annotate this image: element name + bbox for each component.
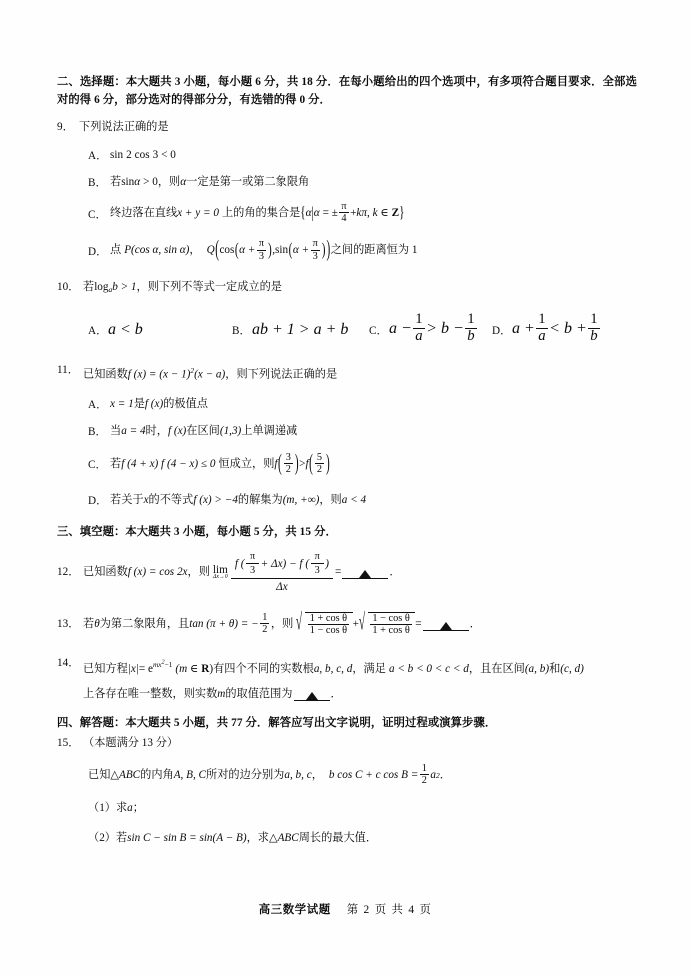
part1-label: （1）求 xyxy=(88,801,128,814)
fraction-denominator: 1 − cos θ xyxy=(309,625,348,637)
cos-arg: 3 xyxy=(152,149,159,161)
option-letter: A． xyxy=(88,398,108,411)
option-letter: A． xyxy=(88,324,108,337)
fraction-numerator: 1 + cos θ xyxy=(309,612,348,624)
question-9-stem: 下列说法正确的是 xyxy=(79,121,169,133)
question-9-option-a[interactable] xyxy=(57,147,637,163)
abs-x: |x| xyxy=(127,663,139,676)
roots-list: a, b, c, d xyxy=(313,663,353,676)
q11-tail: 则下列说法正确的是 xyxy=(236,368,338,381)
five-over-two xyxy=(315,452,324,475)
question-9-option-c[interactable] xyxy=(57,202,637,225)
real-set-symbol: R xyxy=(201,663,210,676)
interval-cd: (c, d) xyxy=(560,663,584,676)
section-four-heading: 四、解答题：本大题共 5 小题，共 77 分．解答应写出文字说明，证明过程或演算步骤． xyxy=(57,717,497,730)
a-condition: a < 4 xyxy=(341,494,367,507)
comma: ， xyxy=(225,368,237,381)
q14-mid: 有四个不同的实数根 xyxy=(213,663,314,676)
question-11 xyxy=(57,362,637,384)
question-10-option-c[interactable] xyxy=(369,313,492,346)
option-content: a < b xyxy=(108,320,143,338)
page-footer xyxy=(0,901,691,917)
sin-fn: sin xyxy=(121,176,135,188)
option-letter: D． xyxy=(88,245,108,258)
question-11-option-d[interactable] xyxy=(57,492,637,508)
line-equation: x + y = 0 xyxy=(177,207,219,220)
solution-set: (m, +∞) xyxy=(282,494,320,507)
fraction-denominator: b xyxy=(590,328,598,344)
fraction-denominator: a xyxy=(538,328,546,344)
q-cos-fn: cos xyxy=(219,244,235,257)
set-bar: | xyxy=(311,204,314,222)
option-letter: B． xyxy=(232,324,251,337)
q15-mid2: 所对的边分别为 xyxy=(206,768,285,781)
law-of-projection-equation: b cos C + c cos B = xyxy=(328,768,419,781)
question-11-stem xyxy=(83,362,637,384)
opt-d-mid3: 则 xyxy=(330,494,342,507)
fraction-denominator: 4 xyxy=(341,213,347,225)
question-9-option-d[interactable] xyxy=(57,239,637,262)
triangle-abc: △ABC xyxy=(110,768,141,781)
fraction-denominator: 3 xyxy=(312,250,318,262)
fraction-numerator: 1 xyxy=(421,762,427,774)
question-15-statement xyxy=(57,764,637,787)
set-plus: + xyxy=(350,207,357,220)
d-lhs: a + xyxy=(512,320,535,338)
question-15-number: 15． xyxy=(57,736,80,749)
plus-sign: + xyxy=(352,617,359,630)
fraction-numerator: π xyxy=(311,551,324,564)
radicand xyxy=(305,612,352,637)
period: ． xyxy=(389,566,401,579)
fraction-numerator: π xyxy=(312,238,318,250)
alpha-var: α xyxy=(134,176,141,188)
opt-c-mid: 上的角的集合是 xyxy=(221,207,301,220)
comma: ， xyxy=(270,617,283,630)
q-sin-alpha: α + xyxy=(292,244,310,257)
three-over-two xyxy=(284,452,293,475)
question-14 xyxy=(57,655,637,678)
paren-open-big: ( xyxy=(278,451,282,477)
opt-b-mid: 则 xyxy=(169,176,181,188)
question-15 xyxy=(57,735,637,752)
fraction-denominator: 2 xyxy=(285,464,291,476)
opt-b-pre: 若 xyxy=(110,176,122,188)
fraction-denominator: 2 xyxy=(316,464,322,476)
question-14-body xyxy=(83,655,637,678)
question-12 xyxy=(57,552,637,594)
point-p-label: P xyxy=(124,244,132,257)
part2-mid: 求 xyxy=(257,831,269,844)
opt-b-tail: 上单调递减 xyxy=(241,424,298,437)
opt-a-mid: 是 xyxy=(133,397,145,410)
fraction-denominator: b xyxy=(467,328,475,344)
option-letter: D． xyxy=(88,495,108,508)
pi-over-three-2 xyxy=(311,551,324,576)
option-letter: A． xyxy=(88,150,108,162)
paren-open-big: ( xyxy=(215,238,219,263)
question-9-option-b[interactable] xyxy=(57,174,637,190)
fraction-denominator: a xyxy=(415,328,423,344)
pi-over-three-1 xyxy=(246,551,259,576)
q14-mid2: 且在区间 xyxy=(480,663,525,676)
integer-set-symbol: Z xyxy=(391,207,400,220)
option-content xyxy=(110,396,208,412)
relation: < 0 xyxy=(161,149,176,161)
theta-var: θ xyxy=(94,617,100,630)
blank-rule xyxy=(342,578,388,579)
q12-pre: 已知函数 xyxy=(83,566,128,579)
num-end: ) xyxy=(325,557,329,570)
radical-fraction-1 xyxy=(308,613,349,636)
blank-rule xyxy=(294,700,330,701)
question-10-option-d[interactable] xyxy=(492,313,601,346)
x-var: x xyxy=(143,494,149,507)
one-over-b xyxy=(465,312,476,345)
root-ordering: a < b < 0 < c < d xyxy=(388,663,469,676)
question-10 xyxy=(57,279,637,298)
set-k-term: kπ, k ∈ xyxy=(356,207,389,220)
question-11-option-c[interactable] xyxy=(57,453,637,476)
q-sin-fn: sin xyxy=(275,244,289,257)
exp-minus-one: −1 xyxy=(164,660,173,670)
set-var-2: α xyxy=(313,207,320,220)
exponent: 2 xyxy=(190,366,195,376)
function-f-1: f xyxy=(274,457,278,470)
radical-fraction-2 xyxy=(370,613,411,636)
question-12-body xyxy=(83,552,637,594)
fraction-numerator: 5 xyxy=(316,451,322,463)
question-14-number: 14． xyxy=(57,656,80,669)
fraction-denominator: 3 xyxy=(314,564,320,576)
relation: > xyxy=(299,457,306,470)
log-fn: log xyxy=(94,281,109,294)
fraction-numerator: π xyxy=(258,238,265,250)
part2-pre: （2）若 xyxy=(88,831,128,844)
question-13 xyxy=(57,612,637,637)
relation: > 0 xyxy=(143,176,158,188)
option-content xyxy=(512,313,601,346)
exam-content xyxy=(57,74,637,847)
m-var: m xyxy=(217,688,226,701)
option-letter: D． xyxy=(492,324,512,337)
opt-b-tail: 一定是第一或第二象限角 xyxy=(186,176,310,188)
comma: ， xyxy=(319,494,331,507)
one-over-a xyxy=(536,312,547,345)
opt-b-mid2: 在区间 xyxy=(186,424,220,437)
q13-mid: 为第二象限角，且 xyxy=(99,617,190,630)
inequality: f (x) > −4 xyxy=(193,494,238,507)
one-over-two xyxy=(260,612,269,635)
fraction-numerator: 3 xyxy=(285,451,291,463)
paren-open-big-2: ( xyxy=(309,451,313,477)
pi-over-four xyxy=(339,201,348,224)
opt-b-lead: 当 xyxy=(110,424,122,437)
q14-line2-mid: 的取值范围为 xyxy=(225,688,293,701)
opt-d-pre: 点 xyxy=(110,244,122,257)
opt-d-mid2: 的解集为 xyxy=(237,494,283,507)
function-def: f (x) = (x − 1) xyxy=(127,368,191,381)
comma: ， xyxy=(311,768,323,781)
one-over-b xyxy=(588,312,599,345)
one-over-a xyxy=(413,312,424,345)
alpha-var-2: α xyxy=(180,176,187,188)
triangle-icon xyxy=(440,622,452,630)
equals-sign: = xyxy=(335,566,342,579)
fraction-denominator: 1 + cos θ xyxy=(372,625,410,637)
fraction-denominator: 3 xyxy=(249,564,256,576)
sin-arg: 2 xyxy=(126,149,132,161)
question-13-body xyxy=(83,612,637,637)
footer-page-number: 第 2 页 共 4 页 xyxy=(346,904,433,916)
function-def-rest: (x − a) xyxy=(194,368,226,381)
question-14-line-2 xyxy=(57,686,637,703)
answer-blank[interactable] xyxy=(342,566,388,579)
num-f1: f ( xyxy=(234,557,245,570)
question-10-option-b[interactable] xyxy=(232,321,369,339)
set-close-brace: } xyxy=(399,204,405,222)
option-content xyxy=(110,492,366,508)
difference-quotient xyxy=(231,552,333,594)
fraction-numerator: 1 xyxy=(415,311,423,328)
comma: ， xyxy=(157,176,170,188)
paren-open-mid-2: ( xyxy=(288,240,293,261)
answer-blank[interactable] xyxy=(423,618,469,631)
sine-identity: sin C − sin B = sin xyxy=(127,831,213,844)
sine-argument: (A − B) xyxy=(212,831,247,844)
q12-then: 则 xyxy=(198,566,210,579)
point-p-coords: (cos α, sin α) xyxy=(131,244,190,257)
a-term: a xyxy=(430,768,437,781)
question-11-option-b[interactable] xyxy=(57,423,637,439)
comma: ， xyxy=(187,566,199,579)
m-real-open: (m ∈ xyxy=(175,663,199,676)
comma: ， xyxy=(189,244,201,257)
q14-cond-pre: 满足 xyxy=(363,663,386,676)
question-15-marks: （本题满分 13 分） xyxy=(83,736,179,749)
lim-subscript: Δx→0 xyxy=(213,573,228,580)
triangle-abc: △ABC xyxy=(268,831,299,844)
sides-list: a, b, c xyxy=(284,768,312,781)
radical-sign-icon: √ xyxy=(358,612,365,637)
option-content xyxy=(110,147,176,163)
option-letter: C． xyxy=(88,208,107,221)
period: ． xyxy=(330,688,342,701)
triangle-icon xyxy=(359,570,371,578)
question-15-part-1 xyxy=(57,800,637,817)
option-content: ab + 1 > a + b xyxy=(252,320,349,338)
question-10-options xyxy=(57,313,637,346)
q13-then: 则 xyxy=(282,617,294,630)
fraction-numerator: 1 xyxy=(538,311,546,328)
exp-square: 2 xyxy=(161,659,165,666)
num-mid: + Δx) − f ( xyxy=(260,557,310,570)
period: ． xyxy=(469,617,481,630)
d-rel: < b + xyxy=(549,320,587,338)
one-over-two xyxy=(420,763,429,786)
part1-end: ； xyxy=(132,801,144,814)
function-fx: f (x) xyxy=(167,424,187,437)
opt-d-mid: 的不等式 xyxy=(148,494,194,507)
question-15-part-2 xyxy=(57,830,637,847)
fraction-denominator: 2 xyxy=(262,624,268,636)
q-cos-alpha: α + xyxy=(239,244,256,257)
function-fx: f (x) xyxy=(144,397,164,410)
q14-pre: 已知方程 xyxy=(83,663,128,676)
section-three-heading: 三、填空题：本大题共 3 小题，每小题 5 分，共 15 分． xyxy=(57,526,337,539)
equals-e: = e xyxy=(138,663,153,676)
paren-close-mid: ) xyxy=(268,240,272,261)
opt-c-mid: 恒成立， xyxy=(218,457,264,470)
paren-close-mid-2: ) xyxy=(321,240,326,261)
fraction-numerator xyxy=(231,552,333,579)
part2-tail: 周长的最大值． xyxy=(298,831,378,844)
footer-exam-title: 高三数学试题 xyxy=(258,904,331,916)
option-content xyxy=(110,174,309,190)
opt-b-mid: 时， xyxy=(145,424,168,437)
c-rel: > b − xyxy=(426,320,464,338)
equals-sign: = xyxy=(415,617,422,630)
paren-close-big-2: ) xyxy=(325,451,330,477)
tan-equation: tan (π + θ) = − xyxy=(189,617,259,630)
section-two-heading: 二、选择题：本大题共 3 小题，每小题 6 分，共 18 分．在每小题给出的四个选项中，有多项符合题目要求．全部选对的得 6 分，部分选对的得部分分，有选错的得 0 分． xyxy=(57,76,637,106)
option-letter: C． xyxy=(88,459,107,472)
opt-c-mid2: 则 xyxy=(263,457,275,470)
function-f-2: f xyxy=(305,457,309,470)
lim-symbol: lim xyxy=(212,563,228,576)
cos-fn: cos xyxy=(134,149,150,161)
x-equals-one: x = 1 xyxy=(110,397,134,410)
option-content xyxy=(110,239,417,262)
radical-sign-icon: √ xyxy=(296,612,303,637)
question-12-number: 12． xyxy=(57,566,80,579)
fraction-numerator: π xyxy=(341,201,347,213)
comma: ， xyxy=(246,831,258,844)
radicand xyxy=(368,612,415,637)
fraction-denominator: 3 xyxy=(258,250,264,262)
set-open-brace: { xyxy=(300,204,306,222)
interval: (1,3) xyxy=(219,424,242,437)
function-def: f (x) = cos 2x xyxy=(127,566,188,579)
interval-ab: (a, b) xyxy=(524,663,550,676)
pi-over-three-sin xyxy=(311,238,320,261)
q14-and: 和 xyxy=(549,663,561,676)
option-content xyxy=(110,423,297,439)
log-base: a xyxy=(108,285,113,295)
question-10-number: 10． xyxy=(57,281,80,294)
question-9-number: 9． xyxy=(57,121,74,133)
question-10-option-a[interactable] xyxy=(88,321,232,339)
fraction-numerator: π xyxy=(246,551,259,564)
set-var: α xyxy=(305,207,312,220)
q15-mid: 的内角 xyxy=(140,768,174,781)
paren-open-mid: ( xyxy=(234,240,239,261)
question-10-stem xyxy=(83,279,637,298)
option-letter: C． xyxy=(369,324,388,337)
opt-d-tail: 之间的距离恒为 1 xyxy=(330,244,418,257)
option-content xyxy=(389,313,478,346)
answer-blank[interactable] xyxy=(294,688,330,701)
log-argument: b > 1 xyxy=(112,281,137,294)
q15-pre: 已知 xyxy=(88,768,111,781)
set-eq: = ± xyxy=(322,207,338,220)
period: ． xyxy=(439,768,451,781)
comma-2: ， xyxy=(468,663,481,676)
fraction-denominator: Δx xyxy=(276,580,288,593)
option-letter: B． xyxy=(88,425,107,438)
fraction-numerator: 1 xyxy=(590,311,598,328)
option-letter: B． xyxy=(88,177,107,189)
fraction-denominator: 2 xyxy=(421,774,427,786)
question-11-option-a[interactable] xyxy=(57,396,637,412)
point-q-label: Q xyxy=(206,244,215,257)
fraction-numerator: 1 xyxy=(467,311,475,328)
first-radical xyxy=(296,612,352,637)
opt-d-lead: 若关于 xyxy=(110,494,144,507)
question-13-number: 13． xyxy=(57,617,80,630)
c-lhs: a − xyxy=(389,320,412,338)
a-equals-four: a = 4 xyxy=(121,424,146,437)
q11-pre: 已知函数 xyxy=(83,368,128,381)
q14-line2-pre: 上各存在唯一整数，则实数 xyxy=(83,688,218,701)
pi-over-three-cos xyxy=(257,238,266,261)
opt-c-pre: 终边落在直线 xyxy=(110,207,178,220)
comma: ， xyxy=(352,663,364,676)
paren-close-big: ) xyxy=(294,451,299,477)
comma: ， xyxy=(136,281,148,294)
option-content xyxy=(110,202,404,225)
angles-list: A, B, C xyxy=(173,768,207,781)
paren-close-big: ) xyxy=(326,238,331,263)
sin-fn: sin xyxy=(110,149,124,161)
second-radical xyxy=(359,612,415,637)
fraction-numerator: 1 − cos θ xyxy=(372,612,410,624)
product-inequality: f (4 + x) f (4 − x) ≤ 0 xyxy=(121,457,216,470)
exponent: 2 xyxy=(436,770,440,780)
q10-pre: 若 xyxy=(83,281,95,294)
m-real-close: ) xyxy=(209,663,214,676)
coord-comma: , xyxy=(272,244,276,257)
exponent-expression xyxy=(153,660,172,669)
opt-a-tail: 的极值点 xyxy=(163,397,208,410)
limit-operator xyxy=(213,565,228,581)
option-content xyxy=(110,453,330,476)
question-9 xyxy=(57,119,637,136)
triangle-icon xyxy=(306,692,318,700)
question-11-number: 11． xyxy=(57,364,79,377)
exp-mx: mx xyxy=(152,660,162,670)
opt-c-lead: 若 xyxy=(110,457,122,470)
q10-tail: 则下列不等式一定成立的是 xyxy=(147,281,282,294)
part1-variable: a xyxy=(127,801,133,814)
fraction-numerator: 1 xyxy=(262,611,268,623)
q13-pre: 若 xyxy=(83,617,95,630)
blank-rule xyxy=(423,630,469,631)
